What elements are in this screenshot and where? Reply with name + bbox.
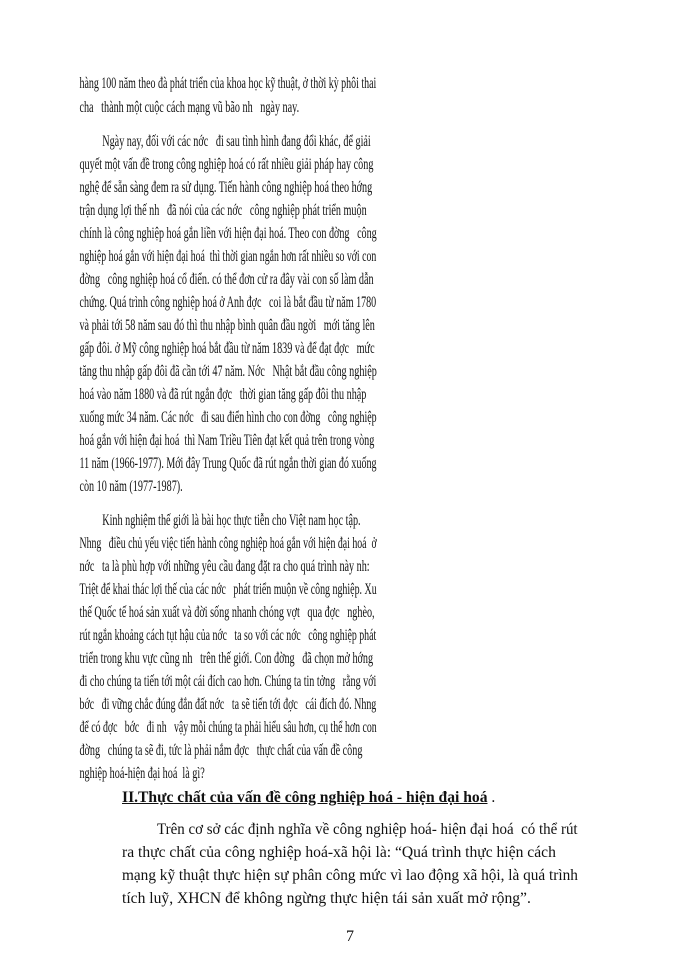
text-line: 11 năm (1966-1977). Mới đây Trung Quốc đã rút ngắn thời gian đó xuống [79,455,377,472]
text-line: còn 10 năm (1977-1987). [79,478,183,495]
text-line: quyết một vấn đề trong công nghiệp hoá có rất nhiều giải pháp hay công [79,156,374,173]
section-heading [122,786,495,810]
text-line: đờng chúng ta sẽ đi, tức là phải nắm đợc thực chất của vấn đề công [79,742,363,759]
text-line: Triệt để khai thác lợi thế của các nớc phát triển muộn về công nghiệp. Xu [79,581,377,598]
section-heading-text: II.Thực chất của vấn đề công nghiệp hoá - hiện đại hoá [122,789,488,806]
text-line: Ngày nay, đối với các nớc đi sau tình hình đang đổi khác, để giải [102,133,371,150]
page-number: 7 [346,928,354,945]
text-line: chính là công nghiệp hoá gắn liền với hiện đại hoá. Theo con đờng công [79,225,377,242]
text-line: Trên cơ sở các định nghĩa về công nghiệp hoá- hiện đại hoá có thể rút [157,821,578,838]
text-line: ra thực chất của công nghiệp hoá-xã hội là: “Quá trình thực hiện cách [122,844,556,861]
text-line: đờng công nghiệp hoá cổ điển. có thể đơn cử ra đây vài con số làm dẫn [79,271,374,288]
text-line: bớc đi vững chắc đúng đắn đất nớc ta sẽ tiến tới đợc cái đích đó. Nhng [79,696,377,713]
text-line: chứng. Quá trình công nghiệp hoá ở Anh đợc coi là bắt đầu từ năm 1780 [79,294,377,311]
text-line: nớc ta là phù hợp với những yêu cầu đang đặt ra cho quá trình này nh: [79,558,370,575]
text-line: nghiệp hoá-hiện đại hoá là gì? [79,765,205,782]
text-line: trận dụng lợi thế nh đã nói của các nớc công nghiệp phát triển muộn [79,202,367,219]
text-line: cha thành một cuộc cách mạng vũ bão nh ngày nay. [79,99,300,116]
section-heading-suffix: . [487,789,496,806]
text-line: đi cho chúng ta tiến tới một cái đích cao hơn. Chúng ta tin tởng rằng với [79,673,377,690]
text-line: thế Quốc tế hoá sản xuất và đời sống nhanh chóng vợt qua đợc nghèo, [79,604,375,621]
text-line: để có đợc bớc đi nh vậy mỗi chúng ta phải hiểu sâu hơn, cụ thể hơn con [79,719,377,736]
text-line: và phải tới 58 năm sau đó thì thu nhập bình quân đầu ngời mới tăng lên [79,317,375,334]
text-line: Kinh nghiệm thế giới là bài học thực tiễn cho Việt nam học tập. [102,512,361,529]
text-line: tích luỹ, XHCN để không ngừng thực hiện tái sản xuất mở rộng”. [122,890,531,907]
text-line: mạng kỹ thuật thực hiện sự phân công mức vì lao động xã hội, là quá trình [122,867,578,884]
text-line: rút ngắn khoảng cách tụt hậu của nớc ta so với các nớc công nghiệp phát [79,627,377,644]
text-line: tăng thu nhập gấp đôi đã cần tới 47 năm. Nớc Nhật bắt đầu công nghiệp [79,363,377,380]
text-line: xuống mức 34 năm. Các nớc đi sau điển hình cho con đờng công nghiệp [79,409,377,426]
text-line: hoá gắn với hiện đại hoá thì Nam Triều Tiên đạt kết quả trên trong vòng [79,432,375,449]
text-line: gấp đôi. ở Mỹ công nghiệp hoá bắt đầu từ năm 1839 và để đạt đợc mức [79,340,375,357]
text-line: triển trong khu vực cũng nh trên thế giới. Con đờng đã chọn mở hớng [79,650,374,667]
text-line: hoá vào năm 1880 và đã rút ngắn đợc thời gian tăng gấp đôi thu nhập [79,386,367,403]
text-line: hàng 100 năm theo đà phát triển của khoa học kỹ thuật, ở thời kỳ phôi thai [79,75,377,92]
text-line: nghiệp hoá gắn với hiện đại hoá thì thời gian ngắn hơn rất nhiều so với con [79,248,377,265]
text-line: nghệ để sẵn sàng đem ra sử dụng. Tiến hành công nghiệp hoá theo hớng [79,179,373,196]
text-line: Nhng điều chủ yếu việc tiến hành công nghiệp hoá gắn với hiện đại hoá ở [79,535,377,552]
